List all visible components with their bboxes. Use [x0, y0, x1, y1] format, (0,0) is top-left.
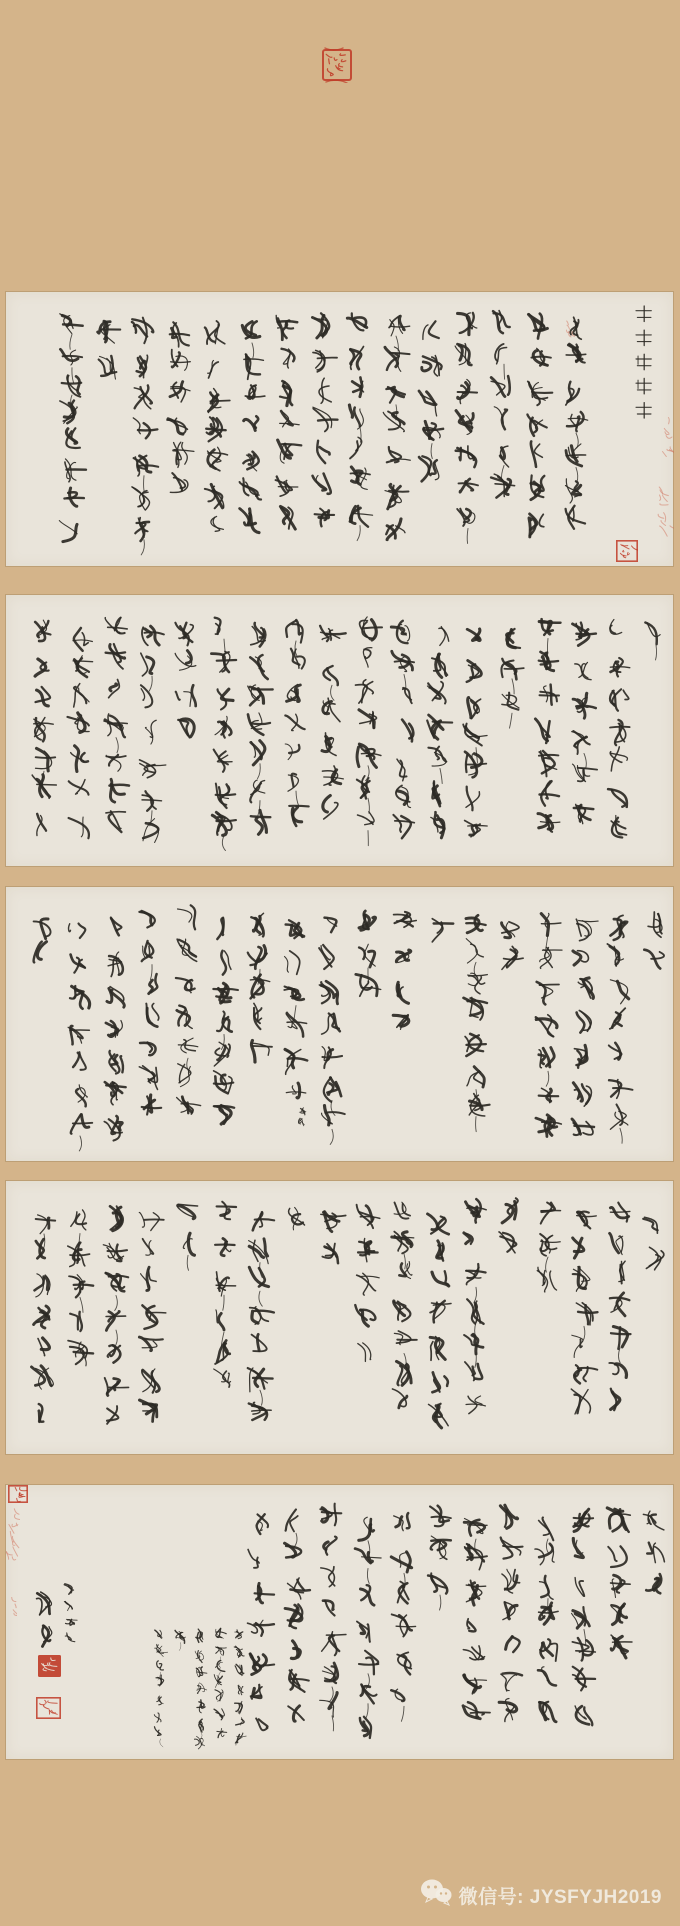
artist-top-seal-icon	[322, 47, 352, 88]
calligraphy-panel-5	[6, 1485, 673, 1759]
calligraphy-panel-2	[6, 595, 673, 866]
wechat-watermark	[420, 1878, 662, 1912]
calligraphy-panel-4	[6, 1181, 673, 1454]
wechat-icon	[420, 1878, 452, 1912]
calligraphy-panel-1	[6, 292, 673, 566]
calligraphy-panel-3	[6, 887, 673, 1161]
wechat-id-text: 微信号: JYSFYJH2019	[458, 1886, 662, 1908]
